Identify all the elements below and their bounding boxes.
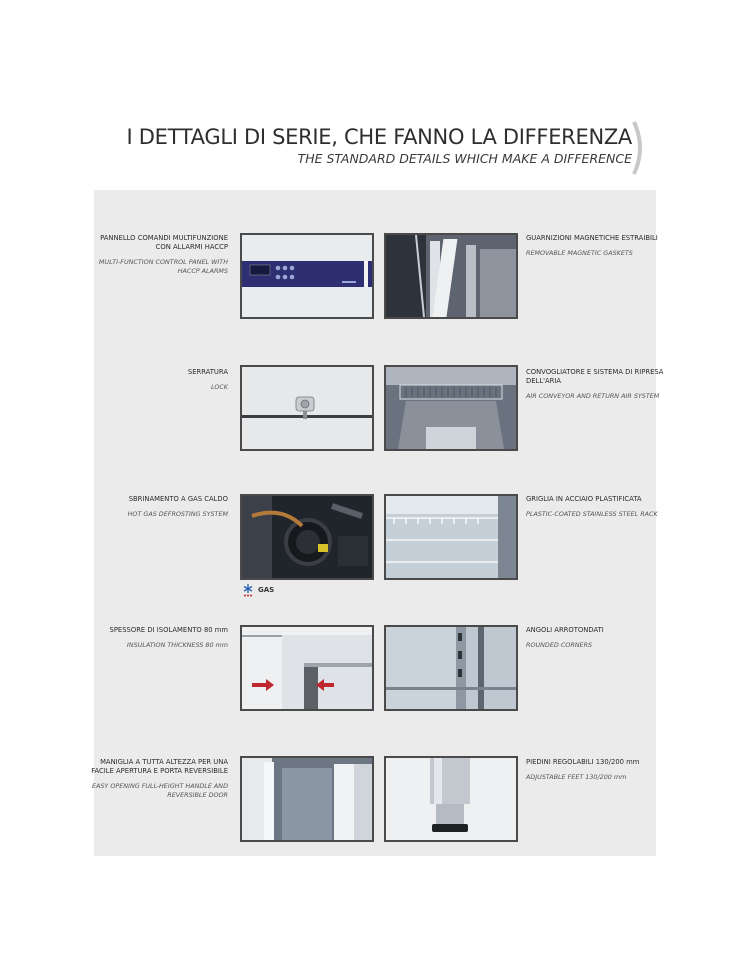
feet-photo	[384, 756, 518, 842]
feature-label-it: ANGOLI ARROTONDATI	[526, 626, 604, 634]
feature-defrost-text	[88, 495, 228, 519]
features-panel	[94, 190, 656, 856]
feature-air-conveyor-text	[526, 368, 666, 401]
feature-label-en: ROUNDED CORNERS	[526, 641, 593, 649]
feature-label-it: GRIGLIA IN ACCIAIO PLASTIFICATA	[526, 495, 642, 503]
bracket-decoration	[630, 120, 648, 176]
handle-photo	[240, 756, 374, 842]
gaskets-photo	[384, 233, 518, 319]
feature-label-it: SPESSORE DI ISOLAMENTO 80 mm	[109, 626, 228, 634]
feature-label-it: GUARNIZIONI MAGNETICHE ESTRAIBILI	[526, 234, 658, 242]
feature-label-en: HOT GAS DEFROSTING SYSTEM	[127, 510, 228, 518]
feature-label-en: MULTI-FUNCTION CONTROL PANEL WITH HACCP ALARMS	[98, 258, 228, 275]
lock-photo	[240, 365, 374, 451]
defrost-photo	[240, 494, 374, 580]
feature-label-it: PANNELLO COMANDI MULTIFUNZIONE CON ALLARMI HACCP	[100, 234, 228, 251]
feature-label-en: AIR CONVEYOR AND RETURN AIR SYSTEM	[526, 392, 660, 400]
feature-label-en: EASY OPENING FULL-HEIGHT HANDLE AND REVERSIBLE DOOR	[91, 782, 228, 799]
page-subtitle: THE STANDARD DETAILS WHICH MAKE A DIFFERENCE	[297, 151, 632, 166]
air-conveyor-photo	[384, 365, 518, 451]
feature-insulation-text	[88, 626, 228, 650]
rack-photo	[384, 494, 518, 580]
feature-label-en: ADJUSTABLE FEET 130/200 mm	[526, 773, 627, 781]
insulation-photo	[240, 625, 374, 711]
feature-label-it: MANIGLIA A TUTTA ALTEZZA PER UNA FACILE APERTURA E PORTA REVERSIBILE	[91, 758, 228, 775]
feature-lock-text	[88, 368, 228, 392]
feature-label-en: PLASTIC-COATED STAINLESS STEEL RACK	[526, 510, 658, 518]
gas-label: GAS	[258, 586, 275, 594]
feature-label-it: SBRINAMENTO A GAS CALDO	[128, 495, 228, 503]
control-panel-photo	[240, 233, 374, 319]
feature-handle-text	[88, 758, 228, 800]
feature-gaskets-text	[526, 234, 666, 258]
feature-label-en: REMOVABLE MAGNETIC GASKETS	[526, 249, 633, 257]
feature-feet-text	[526, 758, 666, 782]
feature-corners-text	[526, 626, 666, 650]
feature-rack-text	[526, 495, 666, 519]
feature-label-it: PIEDINI REGOLABILI 130/200 mm	[526, 758, 640, 766]
page-title: I DETTAGLI DI SERIE, CHE FANNO LA DIFFERENZA	[126, 125, 632, 149]
page-header	[126, 124, 632, 167]
corners-photo	[384, 625, 518, 711]
gas-badge	[241, 583, 274, 597]
feature-control-panel-text	[88, 234, 228, 276]
feature-label-en: LOCK	[210, 383, 228, 391]
feature-label-it: CONVOGLIATORE E SISTEMA DI RIPRESA DELL'ARIA	[526, 368, 664, 385]
feature-label-en: INSULATION THICKNESS 80 mm	[126, 641, 228, 649]
feature-label-it: SERRATURA	[187, 368, 228, 376]
snowflake-icon	[241, 583, 255, 597]
